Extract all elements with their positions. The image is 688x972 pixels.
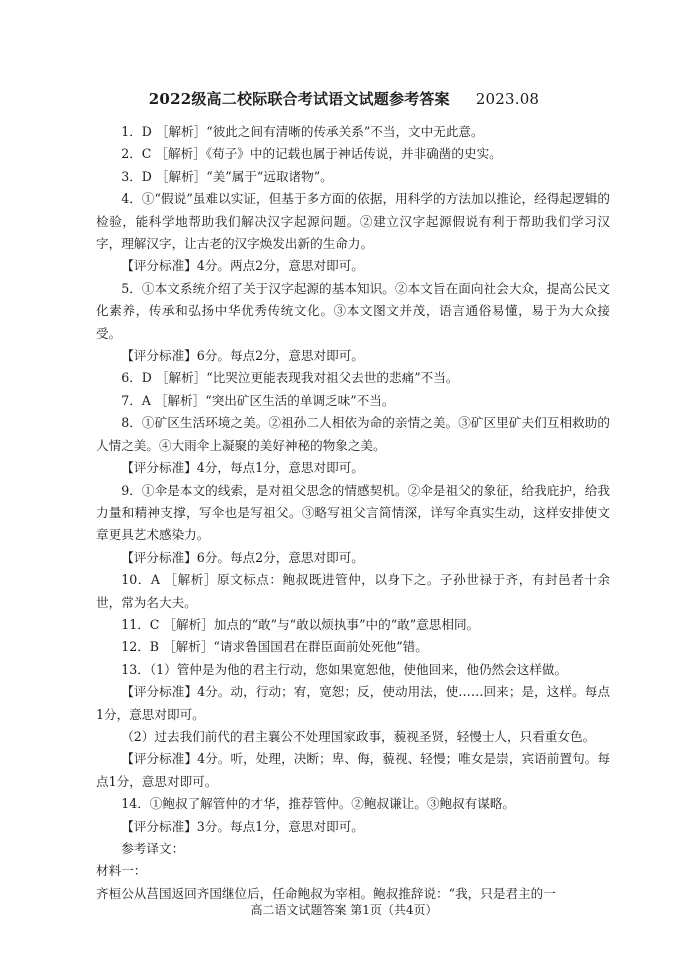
scoring-standard-13-1: 【评分标准】4分。动，行动；宥，宽恕；反，使动用法，使……回来；是，这样。每点1分，意思对即可。 xyxy=(96,684,610,722)
scoring-standard-8: 【评分标准】4分，每点1分，意思对即可。 xyxy=(121,460,364,476)
answer-item-4: 4．①“假说”虽难以实证，但基于多方面的依据，用科学的方法加以推论，经得起逻辑的检验，能科学地帮助我们解决汉字起源问题。②建立汉字起源假说有利于帮助我们学习汉字，理解汉字，让古老的汉字焕发出新的生命力。 xyxy=(96,191,610,252)
answer-item-11: 11．C ［解析］加点的“敢”与“敢以烦执事”中的“敢”意思相同。 xyxy=(121,616,480,632)
answer-item-3: 3．D ［解析］“美”属于“远取诸物”。 xyxy=(121,168,333,184)
answer-item-12: 12．B ［解析］“请求鲁国国君在群臣面前处死他”错。 xyxy=(121,639,428,655)
page-footer: 高二语文试题答案 第1页（共4页） xyxy=(250,903,438,917)
answer-item-7: 7．A ［解析］“突出矿区生活的单调乏味”不当。 xyxy=(121,392,395,408)
answer-item-14: 14．①鲍叔了解管仲的才华，推荐管仲。②鲍叔谦让。③鲍叔有谋略。 xyxy=(121,796,516,812)
scoring-standard-14: 【评分标准】3分。每点1分，意思对即可。 xyxy=(121,818,364,834)
answer-item-2: 2．C ［解析］《荀子》中的记载也属于神话传说，并非确凿的史实。 xyxy=(121,146,502,162)
answer-item-8: 8．①矿区生活环境之美。②祖孙二人相依为命的亲情之美。③矿区里矿夫们互相救助的人情之美。④大雨伞上凝聚的美好神秘的物象之美。 xyxy=(96,415,610,453)
document-title: 2022级高二校际联合考试语文试题参考答案 xyxy=(148,90,450,108)
translation-heading: 参考译文： xyxy=(121,841,185,856)
answer-item-5: 5．①本文系统介绍了关于汉字起源的基本知识。②本文旨在面向社会大众，提高公民文化素养，传承和弘扬中华优秀传统文化。③本文图文并茂，语言通俗易懂，易于为大众接受。 xyxy=(96,280,610,341)
scoring-standard-4: 【评分标准】4分。两点2分，意思对即可。 xyxy=(121,258,364,274)
answer-item-9: 9．①伞是本文的线索，是对祖父思念的情感契机。②伞是祖父的象征，给我庇护，给我力量和精神支撑，写伞也是写祖父。③略写祖父言简情深，详写伞真实生动，这样安排使文章更具艺术感染力。 xyxy=(96,482,610,543)
document-date: 2023.08 xyxy=(475,90,540,108)
answer-item-10: 10．A ［解析］原文标点：鲍叔既进管仲，以身下之。子孙世禄于齐，有封邑者十余世，常为名大夫。 xyxy=(96,572,610,610)
material-one-label: 材料一： xyxy=(96,863,147,879)
answer-item-13-2: （2）过去我们前代的君主襄公不处理国家政事，藐视圣贤，轻慢士人，只看重女色。 xyxy=(121,728,596,744)
scoring-standard-13-2: 【评分标准】4分。听，处理，决断；卑、侮，藐视、轻慢；唯女是崇，宾语前置句。每点1分，意思对即可。 xyxy=(96,751,610,789)
scoring-standard-5: 【评分标准】6分。每点2分，意思对即可。 xyxy=(121,348,364,364)
translation-text: 齐桓公从莒国返回齐国继位后，任命鲍叔为宰相。鲍叔推辞说：“我，只是君主的一 xyxy=(96,885,556,901)
answer-content xyxy=(96,121,610,905)
document-title-row xyxy=(0,88,688,109)
scoring-standard-9: 【评分标准】6分。每点2分，意思对即可。 xyxy=(121,549,364,565)
answer-item-6: 6．D ［解析］“比哭泣更能表现我对祖父去世的悲痛”不当。 xyxy=(121,370,459,386)
answer-item-13-1: 13．（1）管仲是为他的君主行动，您如果宽恕他，使他回来，他仍然会这样做。 xyxy=(121,661,568,677)
answer-item-1: 1．D ［解析］“彼此之间有清晰的传承关系”不当，文中无此意。 xyxy=(121,124,484,139)
